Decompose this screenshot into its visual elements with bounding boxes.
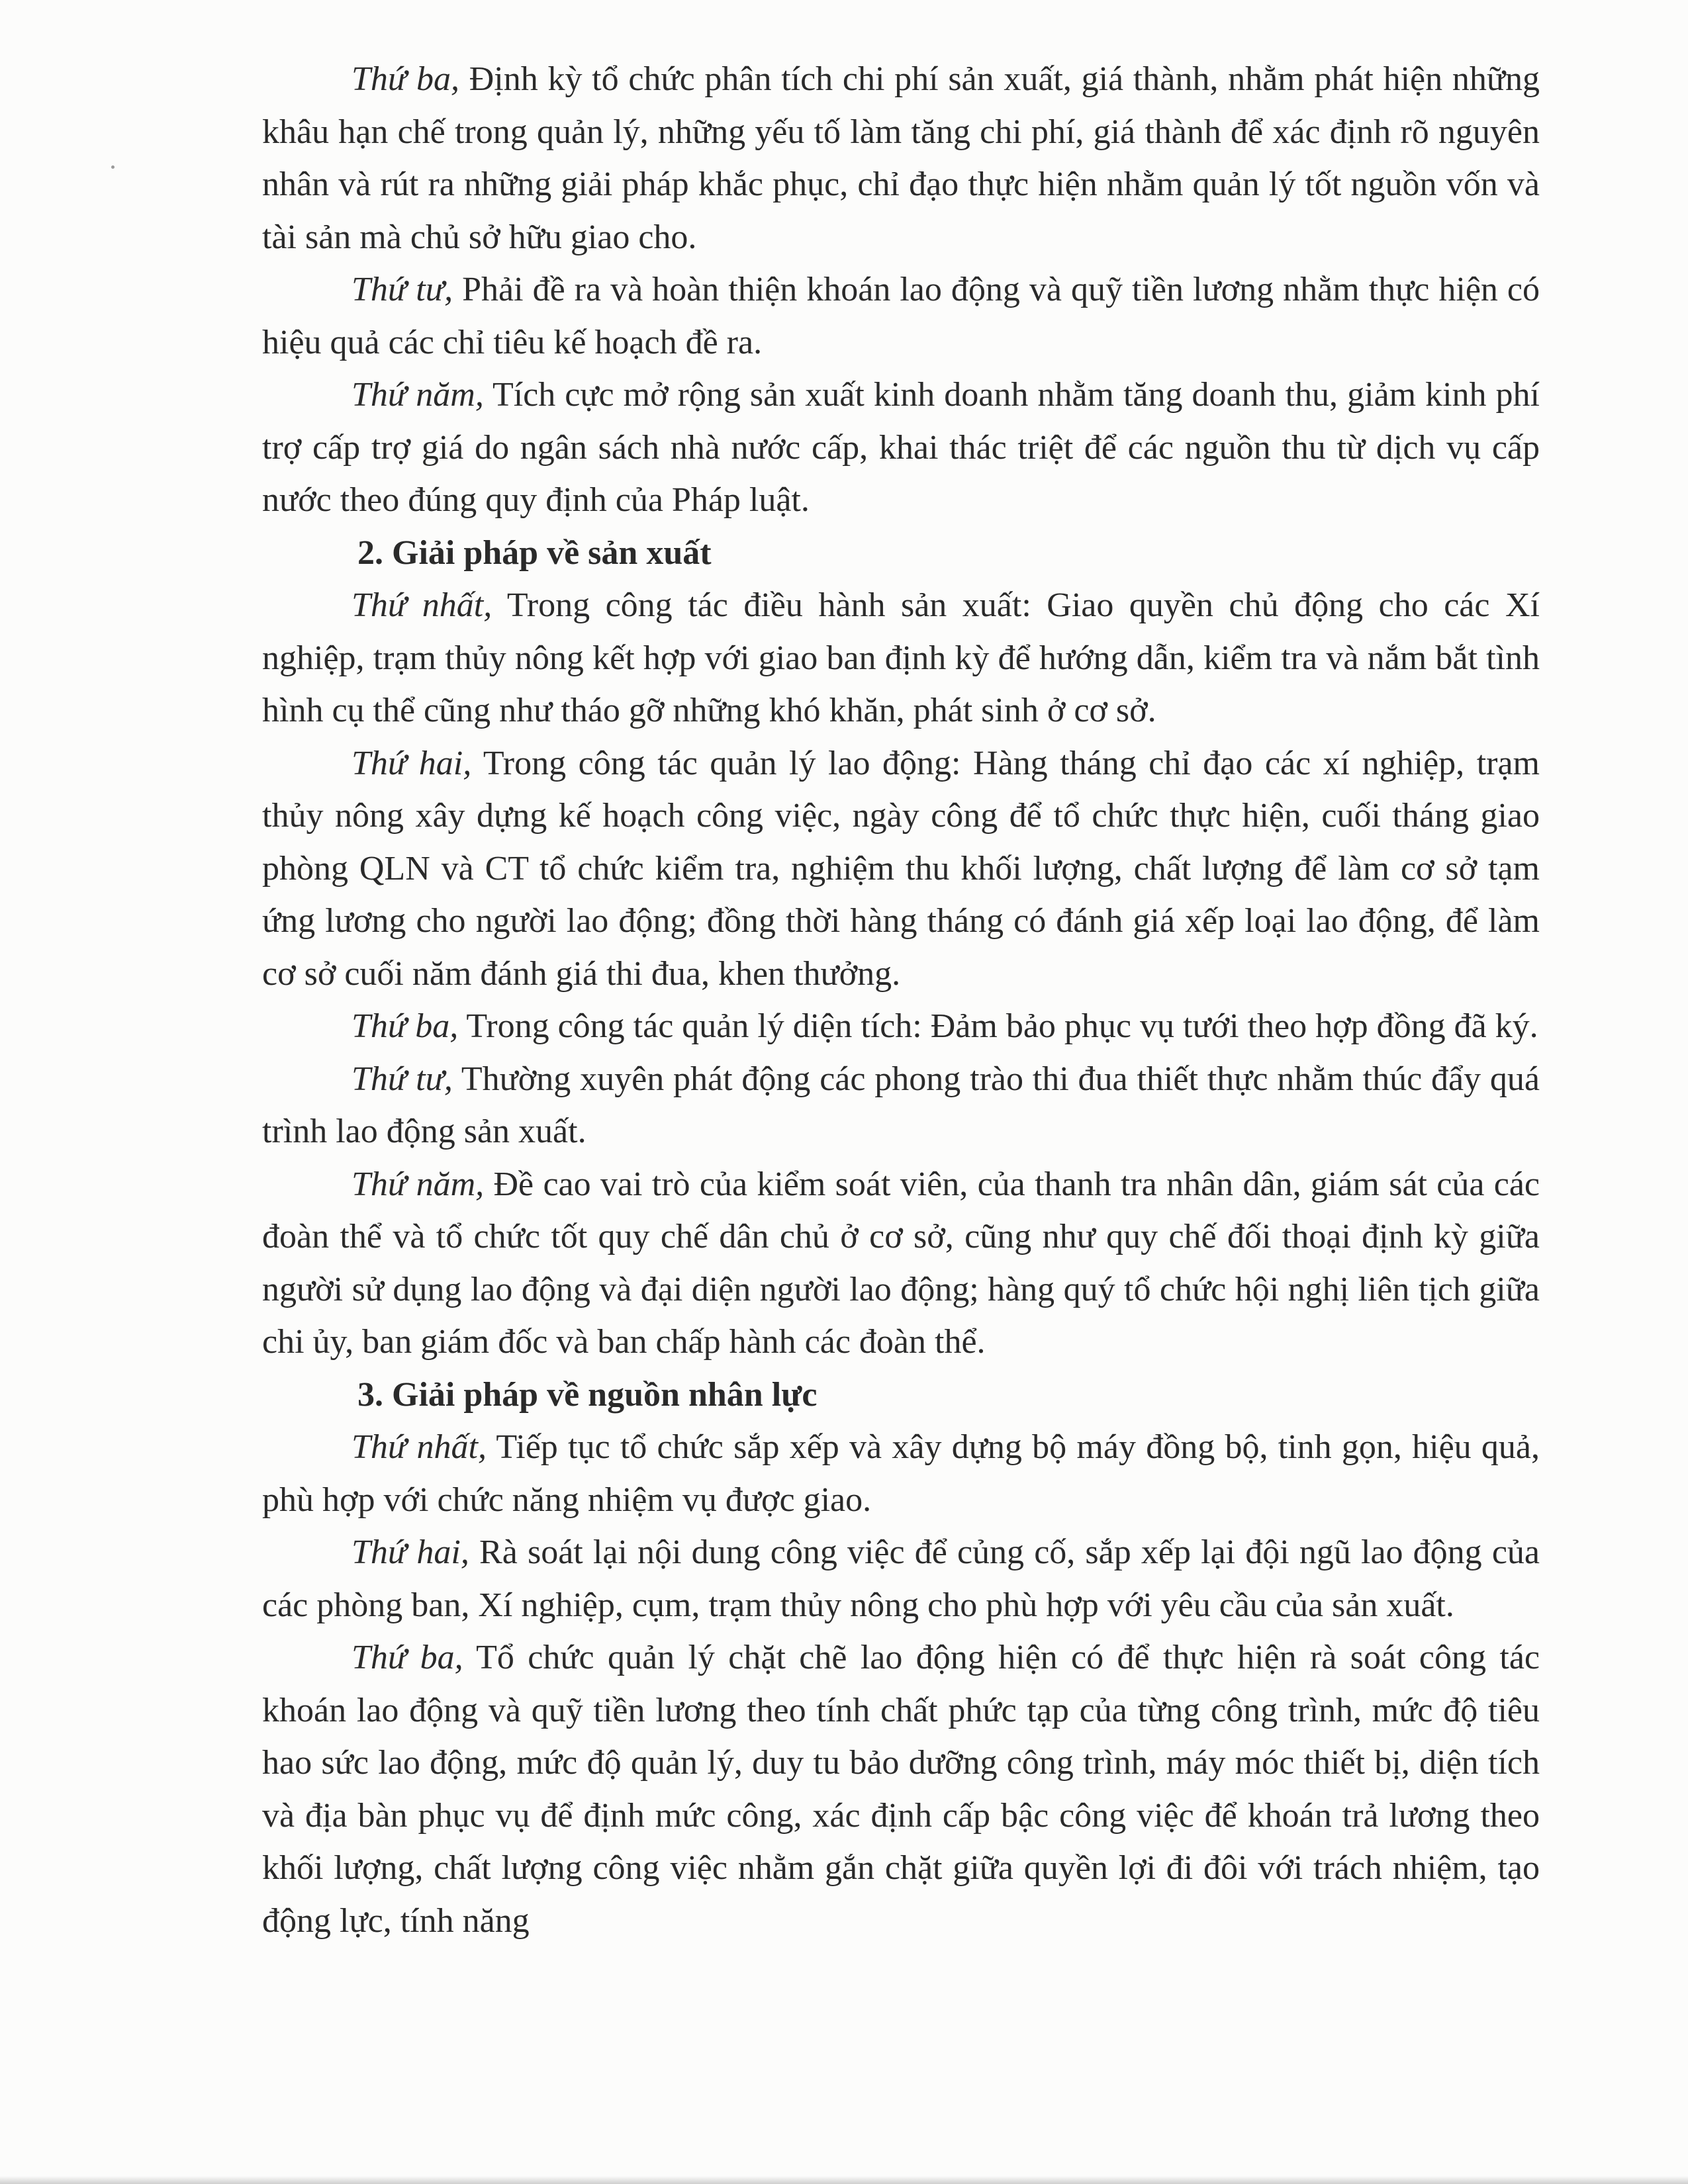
paragraph-lead: Thứ nhất, <box>352 1428 487 1466</box>
paragraph-lead: Thứ hai, <box>352 1533 469 1571</box>
paragraph-text: Phải đề ra và hoàn thiện khoán lao động và quỹ tiền lương nhằm thực hiện có hiệu quả các chỉ tiêu kế hoạch đề ra. <box>262 271 1540 361</box>
paragraph-lead: Thứ tư, <box>352 271 453 308</box>
paragraph-text: Tiếp tục tổ chức sắp xếp và xây dựng bộ máy đồng bộ, tinh gọn, hiệu quả, phù hợp với chức năng nhiệm vụ được giao. <box>262 1428 1540 1519</box>
paragraph-thu-tu-2 <box>262 1053 1540 1158</box>
section-heading-nguon-nhan-luc: 3. Giải pháp về nguồn nhân lực <box>357 1375 818 1414</box>
paragraph-thu-nhat-3 <box>262 1421 1540 1526</box>
paragraph-thu-ba-1 <box>262 53 1540 263</box>
paragraph-text: Tích cực mở rộng sản xuất kinh doanh nhằm tăng doanh thu, giảm kinh phí trợ cấp trợ giá do ngân sách nhà nước cấp, khai thác triệt để các nguồn thu từ dịch vụ cấp nước theo đúng quy định của Pháp luật. <box>262 376 1540 519</box>
section-heading-san-xuat: 2. Giải pháp về sản xuất <box>357 533 712 572</box>
paragraph-text: Trong công tác quản lý lao động: Hàng tháng chỉ đạo các xí nghiệp, trạm thủy nông xây dựng kế hoạch công việc, ngày công để tổ chức thực hiện, cuối tháng giao phòng QLN và CT tổ chức kiểm tra, nghiệm thu khối lượng, chất lượng để làm cơ sở tạm ứng lương cho người lao động; đồng thời hàng tháng có đánh giá xếp loại lao động, để làm cơ sở cuối năm đánh giá thi đua, khen thưởng. <box>262 744 1540 993</box>
document-body <box>262 53 1540 1947</box>
paragraph-lead: Thứ nhất, <box>352 586 492 624</box>
paragraph-text: Thường xuyên phát động các phong trào thi đua thiết thực nhằm thúc đẩy quá trình lao động sản xuất. <box>262 1060 1540 1150</box>
paragraph-thu-hai-2 <box>262 737 1540 1001</box>
paragraph-thu-ba-2 <box>262 1000 1540 1053</box>
paragraph-thu-tu-1 <box>262 263 1540 369</box>
scan-bottom-edge <box>0 2176 1688 2184</box>
paragraph-thu-ba-3 <box>262 1631 1540 1947</box>
paragraph-lead: Thứ tư, <box>352 1060 453 1098</box>
scan-speck <box>111 165 115 169</box>
paragraph-text: Rà soát lại nội dung công việc để củng cố, sắp xếp lại đội ngũ lao động của các phòng ban, Xí nghiệp, cụm, trạm thủy nông cho phù hợp với yêu cầu của sản xuất. <box>262 1533 1540 1624</box>
paragraph-lead: Thứ năm, <box>352 1165 485 1203</box>
paragraph-thu-nam-2 <box>262 1158 1540 1369</box>
paragraph-lead: Thứ năm, <box>352 376 484 414</box>
paragraph-lead: Thứ ba, <box>352 1007 459 1045</box>
paragraph-text: Trong công tác quản lý diện tích: Đảm bảo phục vụ tưới theo hợp đồng đã ký. <box>458 1007 1538 1045</box>
paragraph-text: Tổ chức quản lý chặt chẽ lao động hiện có để thực hiện rà soát công tác khoán lao động và quỹ tiền lương theo tính chất phức tạp của từng công trình, mức độ tiêu hao sức lao động, mức độ quản lý, duy tu bảo dưỡng công trình, máy móc thiết bị, diện tích và địa bàn phục vụ để định mức công, xác định cấp bậc công việc để khoán trả lương theo khối lượng, chất lượng công việc nhằm gắn chặt giữa quyền lợi đi đôi với trách nhiệm, tạo động lực, tính năng <box>262 1639 1540 1940</box>
paragraph-thu-nam-1 <box>262 369 1540 527</box>
paragraph-lead: Thứ ba, <box>352 1639 463 1676</box>
paragraph-text: Định kỳ tổ chức phân tích chi phí sản xuất, giá thành, nhằm phát hiện những khâu hạn chế trong quản lý, những yếu tố làm tăng chi phí, giá thành để xác định rõ nguyên nhân và rút ra những giải pháp khắc phục, chỉ đạo thực hiện nhằm quản lý tốt nguồn vốn và tài sản mà chủ sở hữu giao cho. <box>262 60 1540 256</box>
paragraph-thu-nhat-2 <box>262 579 1540 737</box>
paragraph-text: Đề cao vai trò của kiểm soát viên, của thanh tra nhân dân, giám sát của các đoàn thể và tổ chức tốt quy chế dân chủ ở cơ sở, cũng như quy chế đối thoại định kỳ giữa người sử dụng lao động và đại diện người lao động; hàng quý tổ chức hội nghị liên tịch giữa chi ủy, ban giám đốc và ban chấp hành các đoàn thể. <box>262 1165 1540 1361</box>
paragraph-text: Trong công tác điều hành sản xuất: Giao quyền chủ động cho các Xí nghiệp, trạm thủy nông kết hợp với giao ban định kỳ để hướng dẫn, kiểm tra và nắm bắt tình hình cụ thể cũng như tháo gỡ những khó khăn, phát sinh ở cơ sở. <box>262 586 1540 729</box>
paragraph-lead: Thứ ba, <box>352 60 460 98</box>
paragraph-lead: Thứ hai, <box>352 744 472 782</box>
paragraph-thu-hai-3 <box>262 1526 1540 1631</box>
